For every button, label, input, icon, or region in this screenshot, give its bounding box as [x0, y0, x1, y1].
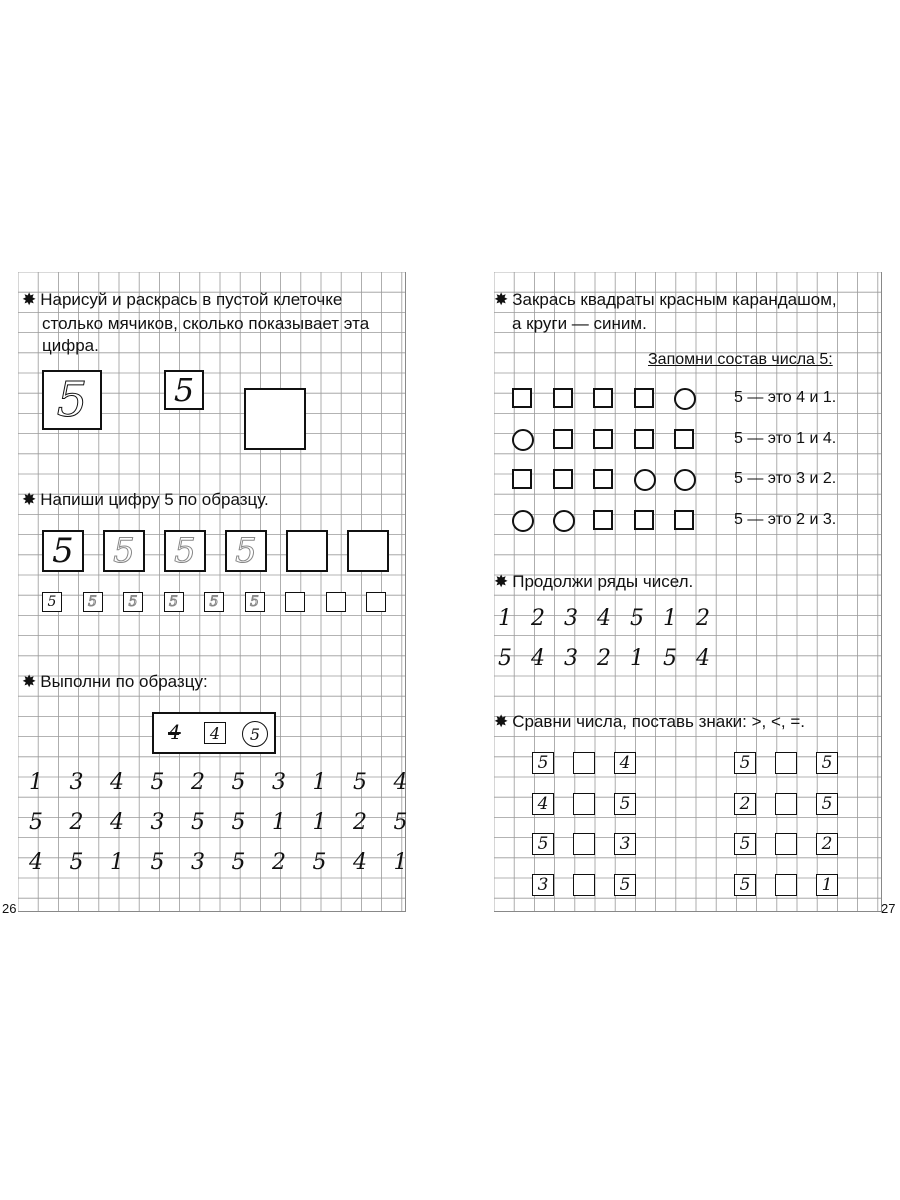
star-icon: ✸ [494, 572, 509, 591]
compare-number: 5 [739, 874, 751, 895]
big-trace-box[interactable] [225, 530, 267, 572]
circle-shape[interactable] [512, 429, 534, 451]
task-text: Продолжи ряды чисел. [512, 572, 694, 591]
compare-number: 2 [739, 793, 751, 814]
big-digit-box [42, 370, 102, 430]
square-shape[interactable] [674, 429, 694, 449]
small-trace-box[interactable] [123, 592, 143, 612]
compare-number: 5 [619, 793, 631, 814]
compare-sign-box[interactable] [573, 874, 595, 896]
star-icon: ✸ [22, 672, 37, 691]
task-write-digit [22, 488, 269, 512]
task-text: Выполни по образцу: [40, 672, 208, 691]
star-icon: ✸ [494, 290, 509, 309]
digit-cell[interactable]: 5 [353, 770, 367, 795]
digit-cell[interactable]: 1 [272, 810, 286, 835]
small-trace-box[interactable] [245, 592, 265, 612]
compare-number-box [532, 752, 554, 774]
task-draw-balls-line2: столько мячиков, сколько показывает эта [42, 314, 370, 333]
circle-shape[interactable] [512, 510, 534, 532]
compare-sign-box[interactable] [775, 793, 797, 815]
square-shape[interactable] [593, 469, 613, 489]
digit-cell[interactable]: 5 [312, 850, 327, 875]
trace-digit: 5 [52, 531, 74, 571]
task-continue-rows [494, 570, 693, 594]
square-shape[interactable] [553, 469, 573, 489]
square-shape[interactable] [634, 388, 654, 408]
page-number-left: 26 [2, 901, 17, 916]
digit-cell[interactable]: 5 [150, 850, 165, 875]
circle-shape[interactable] [674, 388, 696, 410]
trace-digit: 5 [174, 531, 196, 571]
trace-digit: 5 [113, 531, 135, 571]
square-shape[interactable] [553, 388, 573, 408]
compare-number-box [816, 874, 838, 896]
digit-cell[interactable]: 4 [110, 770, 124, 795]
big-trace-box[interactable] [164, 530, 206, 572]
square-shape[interactable] [553, 429, 573, 449]
trace-digit: 5 [128, 594, 138, 610]
compare-number-box [734, 752, 756, 774]
compare-number: 5 [821, 793, 833, 814]
digit-cell[interactable]: 5 [231, 850, 246, 875]
compare-number-box [816, 793, 838, 815]
circle-shape[interactable] [553, 510, 575, 532]
compare-number-box [614, 752, 636, 774]
trace-digit: 5 [88, 594, 97, 610]
composition-text: 5 — это 2 и 3. [734, 510, 837, 528]
compare-number-box [734, 874, 756, 896]
task-color-shapes-line2: а круги — синим. [512, 314, 647, 333]
trace-digit: 5 [235, 531, 257, 571]
digit-cell[interactable]: 3 [150, 810, 165, 835]
digit-cell[interactable]: 4 [353, 850, 367, 875]
trace-digit: 5 [209, 594, 219, 610]
small-digit: 5 [173, 371, 195, 409]
compare-number-box [734, 833, 756, 855]
digit-cell[interactable]: 5 [393, 810, 408, 835]
square-shape[interactable] [593, 429, 613, 449]
left-page [18, 272, 406, 912]
compare-sign-box[interactable] [775, 833, 797, 855]
small-trace-box[interactable] [204, 592, 224, 612]
small-digit-box [164, 370, 204, 410]
big-trace-box[interactable] [286, 530, 328, 572]
compare-number-box [614, 833, 636, 855]
digit-cell[interactable]: 4 [393, 770, 408, 795]
trace-digit: 5 [169, 594, 178, 610]
compare-sign-box[interactable] [573, 833, 595, 855]
digit-cell[interactable]: 4 [110, 810, 124, 835]
big-trace-box[interactable] [42, 530, 84, 572]
big-trace-box[interactable] [103, 530, 145, 572]
composition-text: 5 — это 3 и 2. [734, 470, 837, 487]
compare-number: 5 [537, 834, 549, 854]
compare-number-box [816, 752, 838, 774]
square-shape[interactable] [593, 388, 613, 408]
small-trace-box[interactable] [42, 592, 62, 612]
trace-digit: 5 [47, 594, 57, 610]
empty-draw-box[interactable] [244, 388, 306, 450]
digit-cell[interactable]: 2 [272, 850, 286, 875]
compare-number-box [734, 793, 756, 815]
task-text: Напиши цифру 5 по образцу. [40, 490, 269, 509]
digit-cell[interactable]: 1 [312, 770, 327, 795]
digit-cell[interactable]: 2 [191, 770, 205, 795]
right-page [494, 272, 882, 912]
digit-cell[interactable]: 4 [29, 850, 43, 875]
small-trace-box[interactable] [83, 592, 103, 612]
square-shape[interactable] [512, 469, 532, 489]
circle-shape[interactable] [634, 469, 656, 491]
task-compare [494, 710, 805, 734]
star-icon: ✸ [22, 290, 37, 309]
task-draw-balls-line3: цифра. [42, 336, 99, 355]
trace-digit: 5 [250, 594, 259, 610]
compare-sign-box[interactable] [775, 752, 797, 774]
sample-frame [152, 712, 276, 754]
compare-number-box [532, 833, 554, 855]
compare-sign-box[interactable] [573, 752, 595, 774]
digit-cell[interactable]: 1 [110, 850, 124, 875]
sample-crossed-digit: 4 [168, 720, 181, 744]
square-shape[interactable] [674, 510, 694, 530]
page-number-right: 27 [881, 901, 896, 916]
digit-cell[interactable]: 3 [272, 770, 286, 795]
compare-number: 4 [537, 793, 549, 814]
small-trace-box[interactable] [164, 592, 184, 612]
digit-cell[interactable]: 5 [231, 810, 246, 835]
square-shape[interactable] [634, 510, 654, 530]
compare-number-box [816, 833, 838, 855]
compare-number: 2 [821, 834, 833, 854]
digit-cell[interactable]: 5 [191, 810, 205, 835]
compare-number: 3 [537, 874, 549, 895]
compare-sign-box[interactable] [775, 874, 797, 896]
compare-number: 1 [821, 874, 833, 895]
sample-boxed-digit [204, 722, 226, 744]
digit-cell[interactable]: 1 [29, 770, 43, 795]
digit-cell[interactable]: 2 [69, 810, 84, 835]
square-shape[interactable] [512, 388, 532, 408]
composition-text: 5 — это 4 и 1. [734, 389, 837, 406]
star-icon: ✸ [494, 712, 509, 731]
circle-shape[interactable] [674, 469, 696, 491]
sample-circled-digit [242, 721, 268, 747]
task-text: Сравни числа, поставь знаки: >, <, =. [512, 712, 805, 731]
compare-number: 5 [821, 753, 833, 773]
star-icon: ✸ [22, 490, 37, 509]
big-trace-box[interactable] [347, 530, 389, 572]
compare-number-box [614, 874, 636, 896]
square-shape[interactable] [593, 510, 613, 530]
small-trace-box[interactable] [326, 592, 346, 612]
compare-number: 4 [619, 753, 631, 773]
remember-heading: Запомни состав числа 5: [648, 351, 833, 368]
digit-cell[interactable]: 5 [150, 770, 165, 795]
digit-cell[interactable]: 1 [312, 810, 327, 835]
compare-number: 5 [537, 753, 549, 773]
digit-cell[interactable]: 5 [29, 810, 43, 835]
task-text: Нарисуй и раскрась в пустой клеточке [40, 290, 343, 309]
digit-cell[interactable]: 3 [191, 850, 205, 875]
small-trace-box[interactable] [366, 592, 386, 612]
task-by-sample [22, 670, 208, 694]
number-row-2: 5 4 3 2 1 5 4 [498, 646, 716, 671]
compare-number: 5 [739, 834, 751, 854]
composition-text: 5 — это 1 и 4. [734, 429, 837, 447]
compare-sign-box[interactable] [573, 793, 595, 815]
digit-cell[interactable]: 3 [69, 770, 84, 795]
task-draw-balls-line1 [22, 288, 342, 312]
compare-number: 5 [739, 753, 751, 773]
sample-box-value: 4 [209, 723, 221, 743]
digit-cell[interactable]: 1 [393, 850, 408, 875]
compare-number-box [614, 793, 636, 815]
compare-number-box [532, 874, 554, 896]
big-digit: 5 [56, 372, 88, 428]
digit-cell[interactable]: 2 [353, 810, 367, 835]
task-color-shapes-line1 [494, 288, 837, 312]
compare-number: 3 [619, 834, 631, 854]
number-row-1: 1 2 3 4 5 1 2 [498, 606, 716, 631]
digit-cell[interactable]: 5 [231, 770, 246, 795]
digit-cell[interactable]: 5 [69, 850, 84, 875]
compare-number: 5 [619, 874, 631, 895]
square-shape[interactable] [634, 429, 654, 449]
sample-circle-value: 5 [249, 724, 261, 744]
small-trace-box[interactable] [285, 592, 305, 612]
compare-number-box [532, 793, 554, 815]
task-text: Закрась квадраты красным карандашом, [512, 290, 837, 309]
